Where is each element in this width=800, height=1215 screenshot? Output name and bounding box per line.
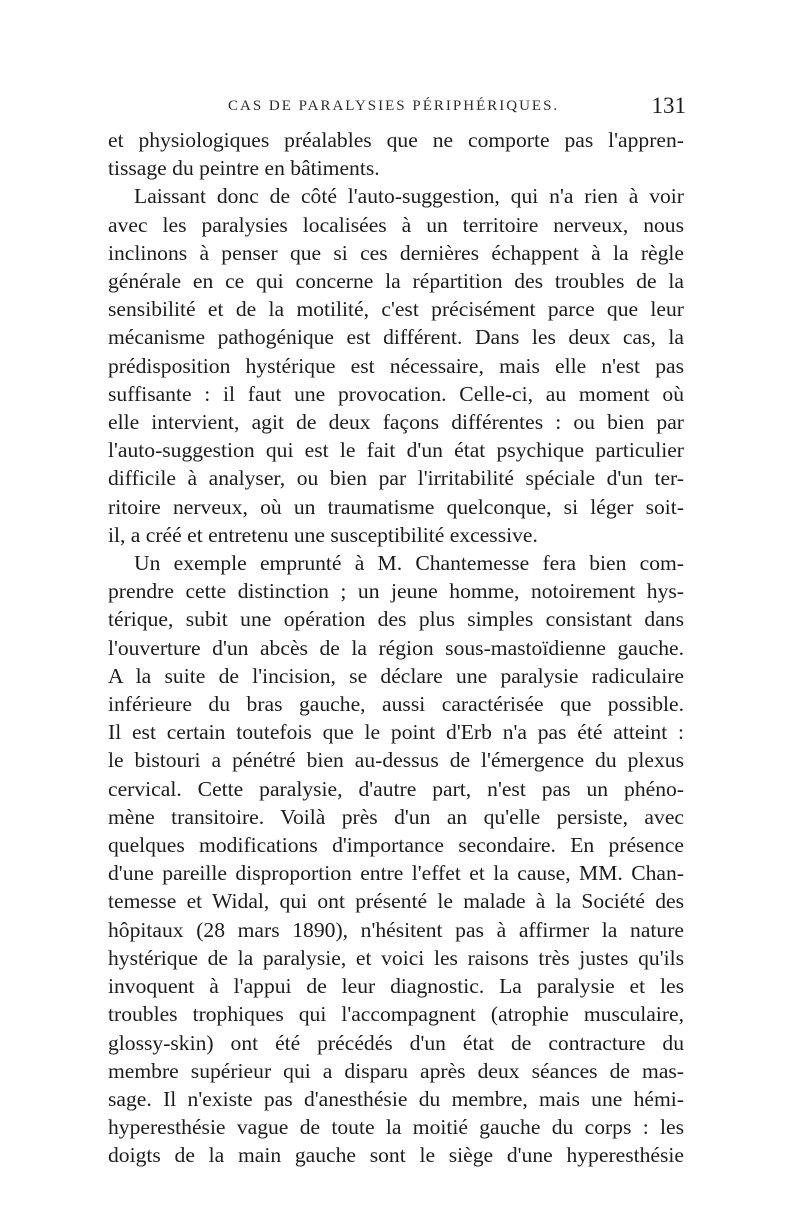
text-line: A la suite de l'incision, se déclare une paralysie radiculaire	[108, 663, 684, 688]
text-line: prendre cette distinction ; un jeune homme, notoirement hys-	[108, 579, 684, 604]
text-line: mène transitoire. Voilà près d'un an qu'elle persiste, avec	[108, 804, 684, 829]
text-line: quelques modifications d'importance secondaire. En présence	[108, 833, 684, 858]
text-line: difficile à analyser, ou bien par l'irritabilité spéciale d'un ter-	[108, 466, 684, 491]
text-line: sensibilité et de la motilité, c'est précisément parce que leur	[108, 297, 684, 322]
text-line: Il est certain toutefois que le point d'Erb n'a pas été atteint :	[108, 720, 684, 745]
text-line: temesse et Widal, qui ont présenté le malade à la Société des	[108, 889, 684, 914]
text-line: glossy-skin) ont été précédés d'un état de contracture du	[108, 1030, 684, 1055]
text-line: elle intervient, agit de deux façons différentes : ou bien par	[108, 410, 684, 435]
book-page	[108, 93, 686, 1170]
text-line: le bistouri a pénétré bien au-dessus de l'émergence du plexus	[108, 748, 684, 773]
text-line: invoquent à l'appui de leur diagnostic. La paralysie et les	[108, 974, 684, 999]
text-line: hystérique de la paralysie, et voici les raisons très justes qu'ils	[108, 945, 684, 970]
text-line: Laissant donc de côté l'auto-suggestion, qui n'a rien à voir	[134, 184, 684, 209]
text-line: térique, subit une opération des plus simples consistant dans	[108, 607, 684, 632]
text-line: troubles trophiques qui l'accompagnent (atrophie musculaire,	[108, 1002, 684, 1027]
text-line: membre supérieur qui a disparu après deux séances de mas-	[108, 1058, 684, 1083]
text-line: et physiologiques préalables que ne comporte pas l'appren-	[108, 128, 684, 152]
text-line: d'une pareille disproportion entre l'effet et la cause, MM. Chan-	[108, 861, 684, 886]
text-line: avec les paralysies localisées à un territoire nerveux, nous	[108, 212, 684, 237]
body-text	[108, 126, 684, 1170]
text-line: il, a créé et entretenu une susceptibilité excessive.	[108, 522, 538, 547]
page-header	[108, 93, 686, 126]
text-line: prédisposition hystérique est nécessaire, mais elle n'est pas	[108, 353, 684, 378]
text-line: cervical. Cette paralysie, d'autre part, n'est pas un phéno-	[108, 776, 684, 801]
text-line: doigts de la main gauche sont le siège d'une hyperesthésie	[108, 1143, 684, 1168]
text-line: sage. Il n'existe pas d'anesthésie du membre, mais une hémi-	[108, 1086, 684, 1111]
text-line: tissage du peintre en bâtiments.	[108, 156, 380, 181]
text-line: mécanisme pathogénique est différent. Dans les deux cas, la	[108, 325, 684, 350]
text-line: ritoire nerveux, où un traumatisme quelconque, si léger soit-	[108, 494, 684, 519]
running-title: CAS DE PARALYSIES PÉRIPHÉRIQUES.	[228, 98, 560, 114]
text-line: Un exemple emprunté à M. Chantemesse fera bien com-	[134, 551, 684, 576]
text-line: l'auto-suggestion qui est le fait d'un état psychique particulier	[108, 438, 684, 463]
text-line: hôpitaux (28 mars 1890), n'hésitent pas à affirmer la nature	[108, 917, 684, 942]
text-line: inférieure du bras gauche, aussi caractérisée que possible.	[108, 692, 684, 717]
text-line: inclinons à penser que si ces dernières échappent à la règle	[108, 240, 684, 265]
text-line: générale en ce qui concerne la répartition des troubles de la	[108, 269, 684, 294]
text-line: l'ouverture d'un abcès de la région sous-mastoïdienne gauche.	[108, 635, 684, 660]
page-number: 131	[651, 93, 686, 118]
text-line: hyperesthésie vague de toute la moitié gauche du corps : les	[108, 1115, 684, 1140]
text-line: suffisante : il faut une provocation. Celle-ci, au moment où	[108, 381, 684, 406]
